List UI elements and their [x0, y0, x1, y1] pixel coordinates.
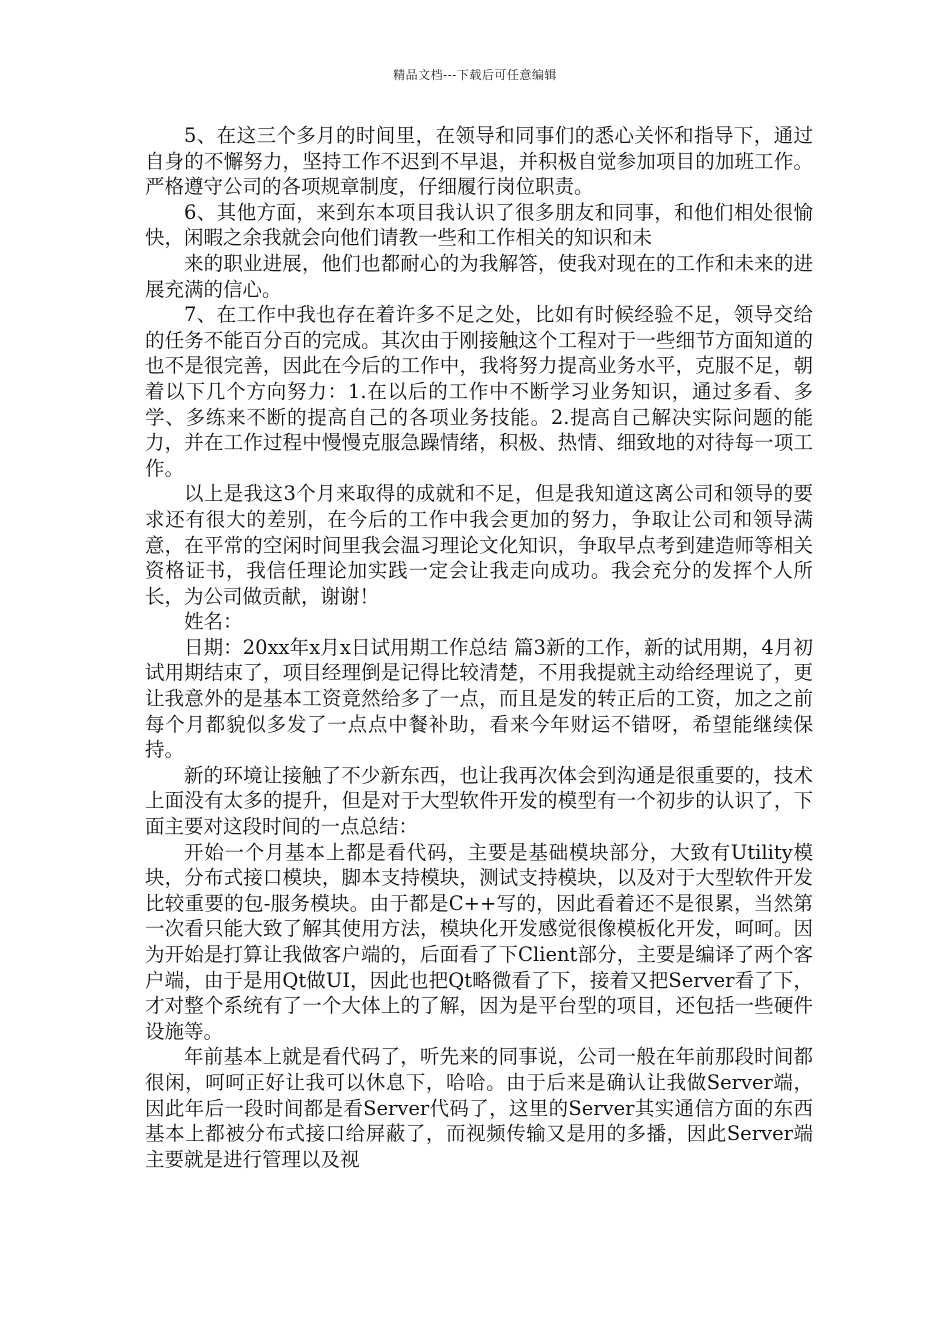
paragraph: 7、在工作中我也存在着许多不足之处，比如有时候经验不足，领导交给的任务不能百分百的完成。其次由于刚接触这个工程对于一些细节方面知道的也不是很完善，因此在今后的工作中，我将努力提高业务水平，克服不足，朝着以下几个方向努力：1.在以后的工作中不断学习业务知识，通过多看、多学、多练来不断的提高自己的各项业务技能。2.提高自己解决实际问题的能力，并在工作过程中慢慢克服急躁情绪，积极、热情、细致地的对待每一项工作。 [145, 303, 813, 480]
date-line-paragraph: 日期：20xx年x月x日试用期工作总结 篇3新的工作，新的试用期，4月初试用期结束了，项目经理倒是记得比较清楚，不用我提就主动给经理说了，更让我意外的是基本工资竟然给多了一点，而且是发的转正后的工资，加之之前每个月都貌似多发了一点点中餐补助，看来今年财运不错呀，希望能继续保持。 [145, 635, 813, 762]
paragraph: 开始一个月基本上都是看代码，主要是基础模块部分，大致有Utility模块，分布式接口模块，脚本支持模块，测试支持模块，以及对于大型软件开发比较重要的包-服务模块。由于都是C++写的，因此看着还不是很累，当然第一次看只能大致了解其使用方法，模块化开发感觉很像模板化开发，呵呵。因为开始是打算让我做客户端的，后面看了下Client部分，主要是编译了两个客户端，由于是用Qt做UI，因此也把Qt略微看了下，接着又把Server看了下，才对整个系统有了一个大体上的了解，因为是平台型的项目，还包括一些硬件设施等。 [145, 840, 813, 1043]
signature-name-line: 姓名： [184, 610, 243, 634]
paragraph: 5、在这三个多月的时间里，在领导和同事们的悉心关怀和指导下，通过自身的不懈努力，坚持工作不迟到不早退，并积极自觉参加项目的加班工作。严格遵守公司的各项规章制度，仔细履行岗位职责。 [145, 124, 813, 199]
paragraph: 以上是我这3个月来取得的成就和不足，但是我知道这离公司和领导的要求还有很大的差别，在今后的工作中我会更加的努力，争取让公司和领导满意，在平常的空闲时间里我会温习理论文化知识，争取早点考到建造师等相关资格证书，我信任理论加实践一定会让我走向成功。我会充分的发挥个人所长，为公司做贡献，谢谢！ [145, 482, 813, 608]
document-body [145, 123, 813, 1172]
paragraph: 来的职业进展，他们也都耐心的为我解答，使我对现在的工作和未来的进展充满的信心。 [145, 251, 813, 301]
paragraph: 新的环境让接触了不少新东西，也让我再次体会到沟通是很重要的，技术上面没有太多的提升，但是对于大型软件开发的模型有一个初步的认识了，下面主要对这段时间的一点总结： [145, 763, 813, 839]
paragraph: 6、其他方面，来到东本项目我认识了很多朋友和同事，和他们相处很愉快，闲暇之余我就会向他们请教一些和工作相关的知识和未 [145, 200, 813, 250]
paragraph: 年前基本上就是看代码了，听先来的同事说，公司一般在年前那段时间都很闲，呵呵正好让我可以休息下，哈哈。由于后来是确认让我做Server端，因此年后一段时间都是看Server代码了，这里的Server其实通信方面的东西基本上都被分布式接口给屏蔽了，而视频传输又是用的多播，因此Server端主要就是进行管理以及视 [145, 1045, 813, 1171]
page-header: 精品文档---下载后可任意编辑 [393, 68, 557, 82]
